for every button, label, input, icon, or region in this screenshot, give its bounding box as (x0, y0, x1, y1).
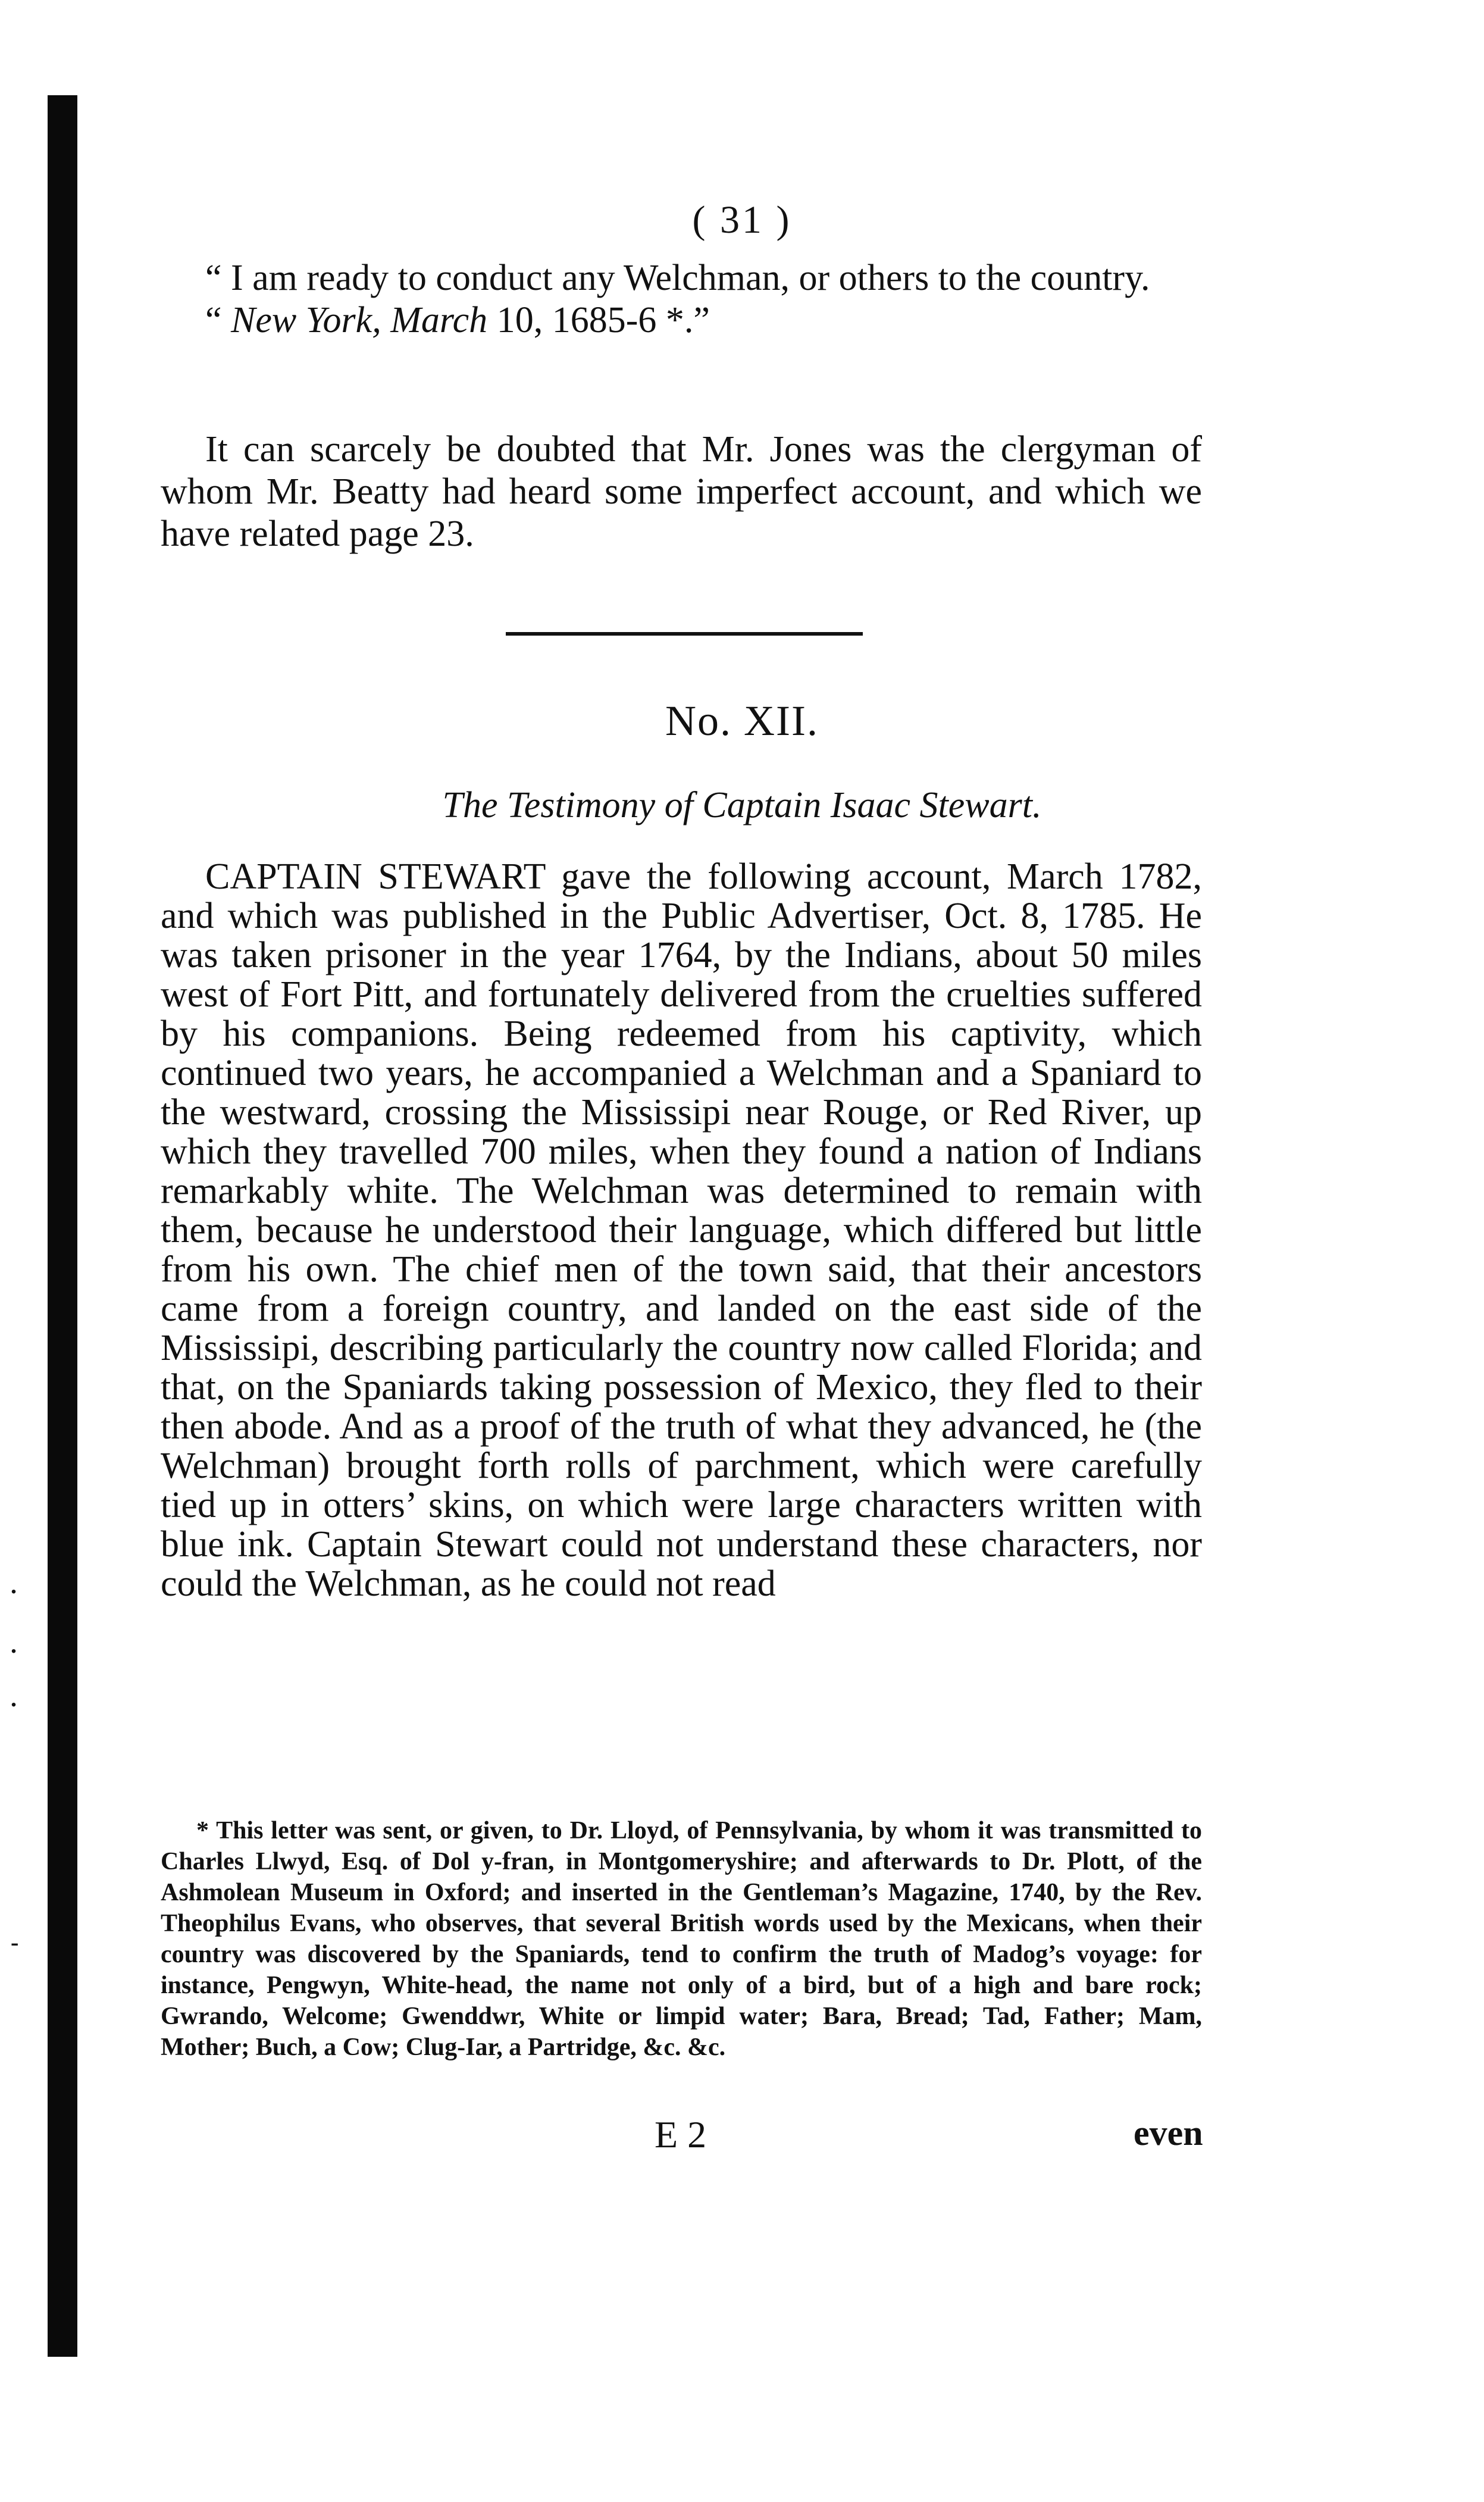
margin-mark: . (11, 1631, 17, 1658)
letter-signature: “ New York, March 10, 1685-6 *.” (205, 300, 710, 340)
section-body: CAPTAIN STEWART gave the following account, March 1782, and which was published in the Public Advertiser, Oct. 8, 1785. He was taken prisoner in the year 1764, by the Indians, about 50 miles west of Fort Pitt, and fortunately delivered from the cruelties suffered by his companions. Being redeemed from his captivity, which continued two years, he accompanied a Welchman and a Spaniard to the westward, crossing the Mississipi near Rouge, or Red River, up which they travelled 700 miles, when they found a nation of Indians remarkably white. The Welchman was determined to remain with them, because he understood their language, which differed but little from his own. The chief men of the town said, that their ancestors came from a foreign country, and landed on the east side of the Mississipi, describing particularly the country now called Florida; and that, on the Spaniards taking possession of Mexico, they fled to their then abode. And as a proof of the truth of what they advanced, he (the Welchman) brought forth rolls of parchment, which were carefully tied up in otters’ skins, on which were large characters written with blue ink. Captain Stewart could not understand these characters, nor could the Welchman, as he could not read (161, 856, 1202, 1604)
page-number: ( 31 ) (692, 198, 792, 242)
quote-line: “ I am ready to conduct any Welchman, or others to the country. (205, 258, 1150, 298)
note-paragraph: It can scarcely be doubted that Mr. Jones was the clergyman of whom Mr. Beatty had heard some imperfect account, and which we have related page 23. (161, 429, 1202, 554)
margin-mark: - (11, 1929, 19, 1956)
signature-place: New York, March (231, 300, 488, 340)
footnote (161, 1815, 1202, 2063)
footnote-text: * This letter was sent, or given, to Dr. Lloyd, of Pennsylvania, by whom it was transmitted to Charles Llwyd, Esq. of Dol y-fran, in Montgomeryshire; and afterwards to Dr. Plott, of the Ashmolean Museum in Oxford; and inserted in the Gentleman’s Magazine, 1740, by the Rev. Theophilus Evans, who observes, that several British words used by the Mexicans, when their country was discovered by the Spaniards, tend to confirm the truth of Madog’s voyage: for instance, Pengwyn, White-head, the name not only of a bird, but of a high and bare rock; Gwrando, Welcome; Gwenddwr, White or limpid water; Bara, Bread; Tad, Father; Mam, Mother; Buch, a Cow; Clug-Iar, a Partridge, &c. &c. (161, 1817, 1202, 2061)
section-body-block (161, 857, 1202, 1603)
note-paragraph-block (161, 429, 1202, 555)
section-divider (506, 632, 863, 636)
letter-closing (161, 257, 1202, 342)
margin-mark: . (11, 1572, 17, 1599)
section-number: No. XII. (665, 697, 819, 745)
signature-date: 10, 1685-6 *.” (496, 300, 710, 340)
margin-mark: . (11, 1685, 17, 1712)
signature-mark: E 2 (655, 2113, 707, 2156)
section-title: The Testimony of Captain Isaac Stewart. (442, 785, 1042, 825)
binding-edge (48, 95, 77, 2357)
catchword: even (1134, 2113, 1203, 2153)
